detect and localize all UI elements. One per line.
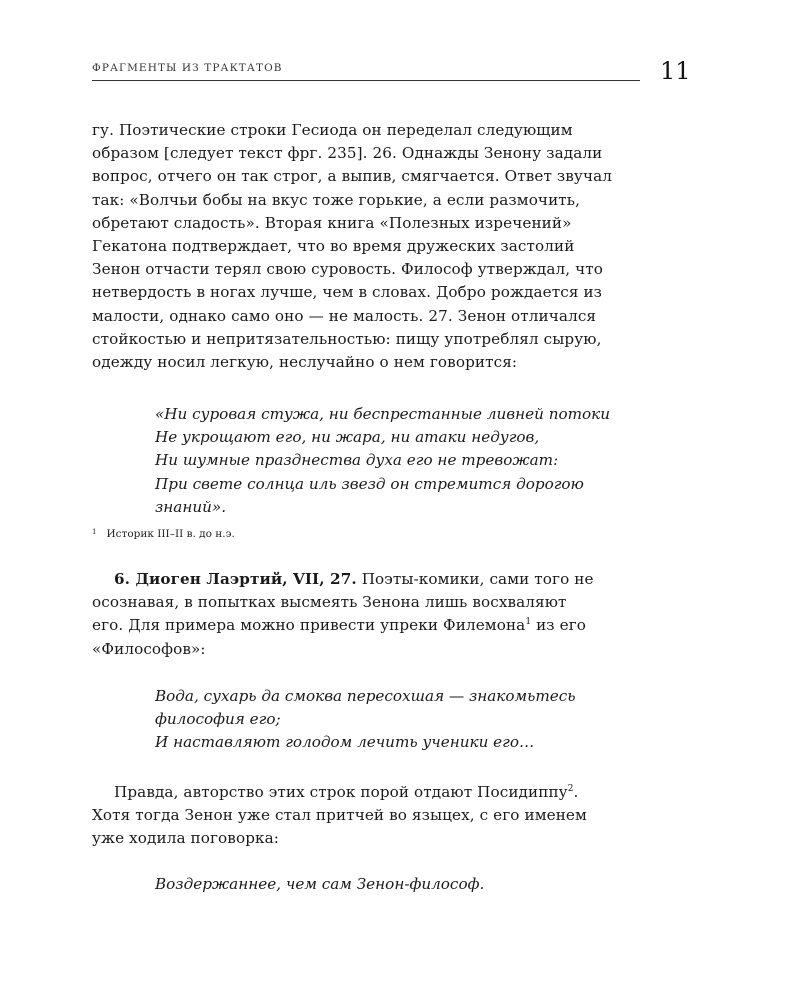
verse-line: знаний».: [155, 497, 227, 516]
text-line: малости, однако само оно — не малость. 27. Зенон отличался: [92, 306, 597, 325]
text-run: Поэты-комики, сами того не: [356, 570, 594, 588]
text-line: [92, 614, 682, 637]
paragraph-2: [92, 568, 682, 661]
text-line: гу. Поэтические строки Гесиода он переделал следующим: [92, 121, 573, 139]
verse-line: Воздержаннее, чем сам Зенон-философ.: [155, 875, 485, 893]
footnote-text: Историк III–II в. до н.э.: [106, 528, 235, 540]
footnote-marker: 1: [92, 528, 97, 536]
verse-quote-3: [155, 873, 695, 896]
text-line: нетвердость в ногах лучше, чем в словах. Добро рождается из: [92, 283, 603, 302]
verse-line: Не укрощают его, ни жара, ни атаки недугов,: [155, 428, 540, 447]
text-line: «Философов»:: [92, 639, 206, 658]
verse-line: «Ни суровая стужа, ни беспрестанные ливней потоки: [155, 405, 611, 423]
verse-quote-1: [155, 403, 695, 519]
verse-line: философия его;: [155, 710, 281, 729]
text-line: Гекатона подтверждает, что во время дружеских застолий: [92, 237, 575, 256]
footnote-ref[interactable]: 2: [567, 783, 574, 794]
text-line: Хотя тогда Зенон уже стал притчей во языцех, с его именем: [92, 806, 587, 825]
text-line: Зенон отчасти терял свою суровость. Философ утверждал, что: [92, 260, 603, 279]
verse-line: И наставляют голодом лечить ученики его…: [155, 733, 535, 752]
text-line: так: «Волчьи бобы на вкус тоже горькие, а если размочить,: [92, 190, 581, 209]
header-rule: [92, 80, 640, 81]
text-line: осознавая, в попытках высмеять Зенона лишь восхваляют: [92, 593, 567, 612]
text-run: из его: [531, 616, 587, 635]
text-line: обретают сладость». Вторая книга «Полезных изречений»: [92, 213, 572, 232]
verse-line: При свете солнца иль звезд он стремится дорогою: [155, 474, 584, 493]
footnote: [92, 528, 235, 540]
text-line: вопрос, отчего он так строг, а выпив, смягчается. Ответ звучал: [92, 167, 612, 186]
footnote-ref[interactable]: 1: [525, 617, 532, 628]
text-run: .: [573, 783, 579, 801]
text-run: его. Для примера можно привести упреки Филемона: [92, 616, 526, 635]
source-reference: 6. Диоген Лаэртий, VII, 27.: [114, 570, 357, 588]
text-line: [92, 568, 682, 591]
text-line: образом [следует текст фрг. 235]. 26. Однажды Зенону задали: [92, 144, 603, 163]
paragraph-3: [92, 781, 682, 851]
page-number: 11: [660, 57, 691, 85]
paragraph-1: [92, 119, 682, 374]
text-line: уже ходила поговорка:: [92, 829, 279, 848]
text-line: [92, 781, 682, 804]
verse-line: Ни шумные празднества духа его не тревожат:: [155, 451, 559, 470]
text-line: стойкостью и непритязательностью: пищу употреблял сырую,: [92, 329, 602, 348]
text-line: одежду носил легкую, неслучайно о нем говорится:: [92, 353, 518, 372]
verse-quote-2: [155, 685, 695, 755]
text-run: Правда, авторство этих строк порой отдают Посидиппу: [114, 783, 568, 801]
running-header: ФРАГМЕНТЫ ИЗ ТРАКТАТОВ: [92, 62, 283, 74]
verse-line: Вода, сухарь да смоква пересохшая — знакомьтесь: [155, 687, 576, 705]
